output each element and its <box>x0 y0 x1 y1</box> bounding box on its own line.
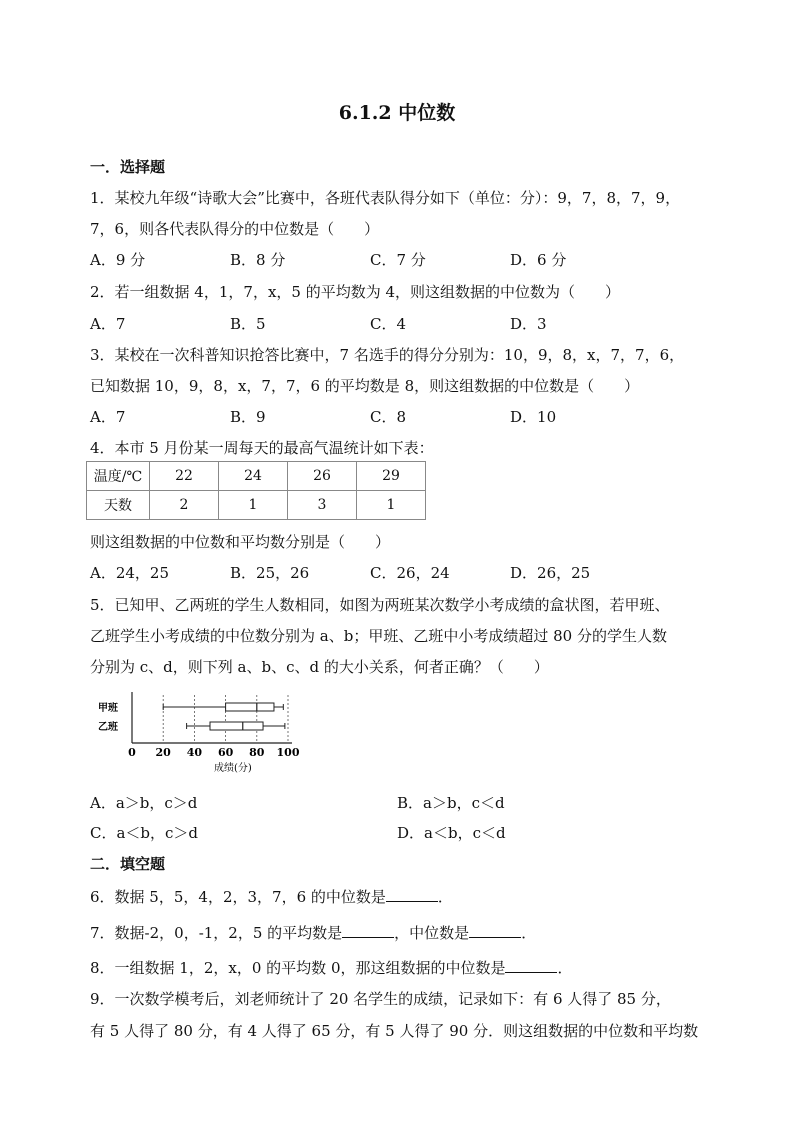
q1-option-a: A．9 分 <box>90 251 146 269</box>
question-1-line-2: 7，6，则各代表队得分的中位数是（ ） <box>90 220 380 238</box>
table-cell: 3 <box>288 491 357 520</box>
question-6 <box>90 886 453 907</box>
question-5-line-2: 乙班学生小考成绩的中位数分别为 a、b；甲班、乙班中小考成绩超过 80 分的学生人数 <box>90 627 667 645</box>
tick-label: 0 <box>128 746 136 759</box>
tick-label: 20 <box>155 746 171 759</box>
table-row <box>87 491 426 520</box>
answer-blank[interactable] <box>386 887 438 902</box>
table-cell: 温度/℃ <box>87 462 150 491</box>
q4-option-d: D．26，25 <box>510 564 591 582</box>
question-5-line-1: 5．已知甲、乙两班的学生人数相同，如图为两班某次数学小考成绩的盒状图，若甲班、 <box>90 596 670 614</box>
section-heading-choice: 一．选择题 <box>90 158 166 176</box>
answer-blank[interactable] <box>505 958 557 973</box>
tick-label: 100 <box>276 746 300 759</box>
table-cell: 1 <box>357 491 426 520</box>
question-3-line-1: 3．某校在一次科普知识抢答比赛中，7 名选手的得分分别为：10，9，8，x，7，7，6， <box>90 346 685 364</box>
box-plot-figure <box>96 683 306 779</box>
table-cell: 26 <box>288 462 357 491</box>
question-9-line-2: 有 5 人得了 80 分，有 4 人得了 65 分，有 5 人得了 90 分．则这组数据的中位数和平均数 <box>90 1022 699 1040</box>
page-title: 6.1.2 中位数 <box>338 102 456 124</box>
row-label-jia: 甲班 <box>98 703 118 714</box>
iqr-box <box>226 703 274 711</box>
q4-option-b: B．25，26 <box>230 564 310 582</box>
question-5-line-3: 分别为 c、d，则下列 a、b、c、d 的大小关系，何者正确？（ ） <box>90 658 549 676</box>
question-8-text: 8．一组数据 1，2，x，0 的平均数 0，那这组数据的中位数是 <box>90 959 506 977</box>
tick-label: 80 <box>249 746 265 759</box>
table-cell: 29 <box>357 462 426 491</box>
q2-option-d: D．3 <box>510 315 547 333</box>
q1-option-d: D．6 分 <box>510 251 567 269</box>
tick-label: 60 <box>217 746 234 759</box>
table-cell: 24 <box>219 462 288 491</box>
section-heading-fill: 二．填空题 <box>90 855 166 873</box>
q3-option-c: C．8 <box>370 408 407 426</box>
answer-blank[interactable] <box>342 923 394 938</box>
table-cell: 1 <box>219 491 288 520</box>
row-label-yi: 乙班 <box>98 722 118 733</box>
q3-option-a: A．7 <box>90 408 126 426</box>
answer-blank[interactable] <box>469 923 521 938</box>
question-7-text: 7．数据-2，0，-1，2，5 的平均数是 <box>90 924 343 942</box>
question-2-line-1: 2．若一组数据 4，1，7，x，5 的平均数为 4，则这组数据的中位数为（ ） <box>90 283 621 301</box>
temperature-table <box>86 461 426 520</box>
tick-label: 40 <box>186 746 203 759</box>
question-8 <box>90 957 573 978</box>
question-7-end: ． <box>521 924 537 942</box>
axis-label: 成绩(分) <box>214 763 252 774</box>
q2-option-b: B．5 <box>230 315 266 333</box>
q2-option-a: A．7 <box>90 315 126 333</box>
q5-option-c: C．a＜b，c＞d <box>90 824 199 842</box>
q2-option-c: C．4 <box>370 315 407 333</box>
q1-option-b: B．8 分 <box>230 251 286 269</box>
question-6-text: 6．数据 5，5，4，2，3，7，6 的中位数是 <box>90 888 386 906</box>
q3-option-d: D．10 <box>510 408 557 426</box>
q1-option-c: C．7 分 <box>370 251 426 269</box>
q5-option-b: B．a＞b，c＜d <box>397 794 505 812</box>
q4-option-a: A．24，25 <box>90 564 170 582</box>
table-cell: 2 <box>150 491 219 520</box>
q5-option-a: A．a＞b，c＞d <box>90 794 198 812</box>
q3-option-b: B．9 <box>230 408 266 426</box>
question-7-mid: ，中位数是 <box>394 924 470 942</box>
iqr-box <box>210 722 263 730</box>
table-row <box>87 462 426 491</box>
question-6-end: ． <box>437 888 453 906</box>
q4-option-c: C．26，24 <box>370 564 450 582</box>
question-4-line-1: 4．本市 5 月份某一周每天的最高气温统计如下表： <box>90 439 434 457</box>
box-plot <box>96 683 306 775</box>
question-8-end: ． <box>557 959 573 977</box>
table-cell: 22 <box>150 462 219 491</box>
q5-option-d: D．a＜b，c＜d <box>397 824 506 842</box>
question-3-line-2: 已知数据 10，9，8，x，7，7，6 的平均数是 8，则这组数据的中位数是（ ） <box>90 377 640 395</box>
question-1-line-1: 1．某校九年级“诗歌大会”比赛中，各班代表队得分如下（单位：分）：9，7，8，7，9， <box>90 189 681 207</box>
question-4-line-2: 则这组数据的中位数和平均数分别是（ ） <box>90 533 391 551</box>
question-9-line-1: 9．一次数学模考后，刘老师统计了 20 名学生的成绩，记录如下：有 6 人得了 85 分， <box>90 990 671 1008</box>
table-cell: 天数 <box>87 491 150 520</box>
question-7 <box>90 922 536 943</box>
